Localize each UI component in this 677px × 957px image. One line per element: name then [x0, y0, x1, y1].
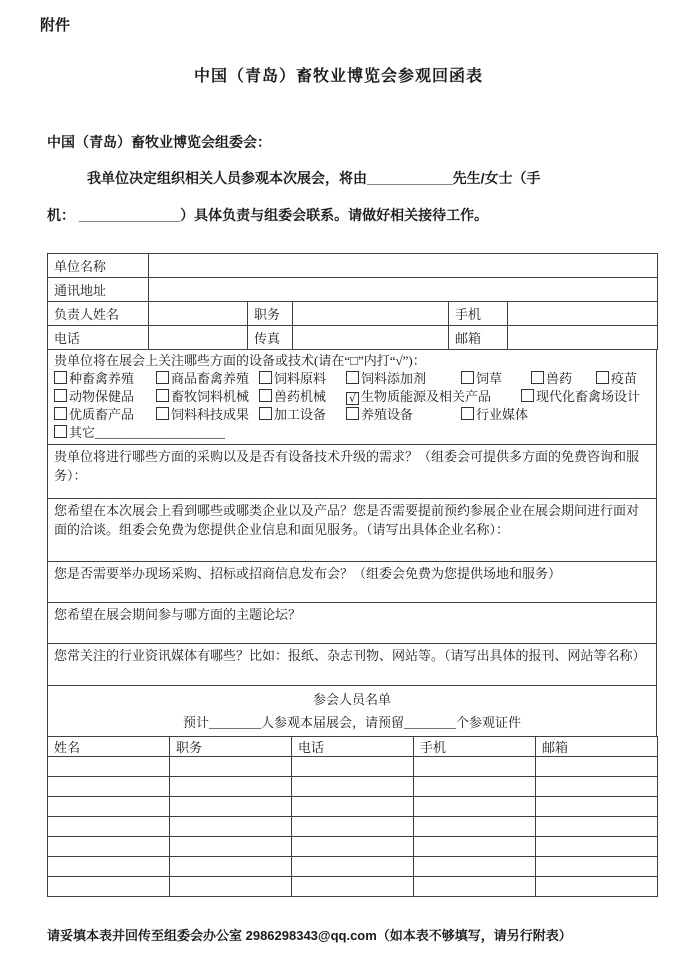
attendee-header-row: [48, 737, 658, 757]
checkbox-option[interactable]: [596, 370, 637, 388]
checkbox-option[interactable]: [346, 370, 461, 388]
question-answer-cell[interactable]: [48, 499, 657, 562]
table-row: [48, 445, 657, 499]
checkbox-option[interactable]: [259, 388, 346, 406]
checkbox-label: 兽药机械: [274, 389, 327, 404]
checkbox-label: 畜牧饲料机械: [171, 389, 250, 404]
field-label-contact-name: 负责人姓名: [48, 302, 149, 326]
document-body: [47, 132, 657, 897]
roster-header-cell: [48, 686, 657, 737]
phone-input-cell[interactable]: [149, 326, 248, 350]
attendee-input-cell[interactable]: [48, 797, 170, 817]
mobile-input-cell[interactable]: [508, 302, 658, 326]
attendee-input-cell[interactable]: [536, 777, 658, 797]
attendee-input-cell[interactable]: [292, 877, 414, 897]
attendee-table: [47, 736, 658, 897]
field-label-phone: 电话: [48, 326, 149, 350]
table-row: [48, 278, 658, 302]
checkbox-label: 饲料添加剂: [361, 371, 427, 386]
checkbox-line: [54, 424, 650, 442]
checkbox-icon[interactable]: [156, 389, 169, 402]
question-text: 您是否需要举办现场采购、招标或招商信息发布会？（组委会免费为您提供场地和服务）: [54, 566, 562, 581]
table-row: [48, 562, 657, 603]
checkbox-icon[interactable]: [156, 407, 169, 420]
table-row: [48, 254, 658, 278]
attendee-input-cell[interactable]: [170, 837, 292, 857]
attendee-input-cell[interactable]: [414, 817, 536, 837]
checkbox-icon[interactable]: [346, 407, 359, 420]
info-table: [47, 253, 658, 350]
checkbox-option[interactable]: [156, 388, 259, 406]
attendee-input-cell[interactable]: [536, 837, 658, 857]
checkbox-label: 疫苗: [611, 371, 638, 386]
attendee-empty-row: [48, 757, 658, 777]
checkbox-label: 商品畜禽养殖: [171, 371, 250, 386]
checkbox-option[interactable]: [156, 406, 259, 424]
attendee-body: [48, 757, 658, 897]
email-input-cell[interactable]: [508, 326, 658, 350]
attendee-column-header: 电话: [292, 737, 414, 757]
table-row: [48, 603, 657, 644]
focus-section-title: 贵单位将在展会上关注哪些方面的设备或技术(请在“□”内打“√”)：: [54, 353, 426, 368]
attendee-input-cell[interactable]: [536, 797, 658, 817]
checkbox-line: [54, 406, 650, 424]
checkbox-label: 生物质能源及相关产品: [361, 389, 492, 404]
table-row: [48, 644, 657, 686]
checkbox-option[interactable]: [461, 406, 528, 424]
checkbox-line: [54, 370, 650, 388]
attendee-empty-row: [48, 877, 658, 897]
checkbox-option[interactable]: [461, 370, 531, 388]
attendee-input-cell[interactable]: [170, 817, 292, 837]
checkbox-option[interactable]: [54, 388, 156, 406]
question-text: 贵单位将进行哪些方面的采购以及是否有设备技术升级的需求？（组委会可提供多方面的免费咨询和服务）：: [54, 449, 640, 483]
intro-line-2: 机： _____________）具体负责与组委会联系。请做好相关接待工作。: [47, 207, 489, 223]
company-name-input-cell[interactable]: [149, 254, 658, 278]
question-answer-cell[interactable]: [48, 644, 657, 686]
checkbox-label: 其它____________________: [69, 425, 226, 440]
attendee-input-cell[interactable]: [536, 757, 658, 777]
attendee-empty-row: [48, 797, 658, 817]
checkbox-label: 饲料原料: [274, 371, 327, 386]
attendee-empty-row: [48, 817, 658, 837]
attendee-column-header: 邮箱: [536, 737, 658, 757]
field-label-mobile: 手机: [449, 302, 508, 326]
attendee-input-cell[interactable]: [48, 877, 170, 897]
table-row: [48, 326, 658, 350]
roster-section-title: 参会人员名单: [312, 692, 391, 707]
page-title: 中国（青岛）畜牧业博览会参观回函表: [193, 68, 483, 85]
questions-body: [48, 350, 657, 686]
table-row: [48, 350, 657, 445]
checkbox-option[interactable]: [346, 388, 521, 406]
attendee-input-cell[interactable]: [48, 837, 170, 857]
checkbox-icon[interactable]: [54, 425, 67, 438]
field-label-fax: 传真: [248, 326, 293, 350]
checkbox-icon[interactable]: [54, 407, 67, 420]
attendee-input-cell[interactable]: [292, 837, 414, 857]
attendee-input-cell[interactable]: [292, 757, 414, 777]
checkbox-label: 现代化畜禽场设计: [536, 389, 641, 404]
checkbox-option[interactable]: [54, 370, 156, 388]
questions-table: [47, 349, 657, 737]
intro-line-1: 我单位决定组织相关人员参观本次展会，将由___________先生/女士（手: [87, 170, 541, 186]
checkbox-label: 养殖设备: [361, 407, 414, 422]
job-title-input-cell[interactable]: [293, 302, 449, 326]
field-label-company-name: 单位名称: [48, 254, 149, 278]
checkbox-icon[interactable]: [54, 371, 67, 384]
question-answer-cell[interactable]: [48, 562, 657, 603]
checkbox-icon[interactable]: [461, 407, 474, 420]
roster-estimate-line: 预计________人参观本届展会，请预留________个参观证件: [182, 715, 521, 730]
checkbox-icon[interactable]: [259, 389, 272, 402]
attendee-input-cell[interactable]: [292, 817, 414, 837]
focus-lines: [54, 370, 650, 442]
attendee-input-cell[interactable]: [48, 777, 170, 797]
attendee-input-cell[interactable]: [536, 817, 658, 837]
attendee-input-cell[interactable]: [170, 877, 292, 897]
attendee-input-cell[interactable]: [170, 757, 292, 777]
field-label-mailing-address: 通讯地址: [48, 278, 149, 302]
checkbox-label: 种畜禽养殖: [69, 371, 135, 386]
checkbox-label: 动物保健品: [69, 389, 135, 404]
checkbox-option[interactable]: [521, 388, 640, 406]
checkbox-label: 兽药: [546, 371, 573, 386]
question-text: 您常关注的行业资讯媒体有哪些？比如：报纸、杂志刊物、网站等。（请写出具体的报刊、网站等名称）: [54, 648, 646, 663]
attendee-input-cell[interactable]: [414, 797, 536, 817]
attendee-input-cell[interactable]: [414, 837, 536, 857]
attendee-empty-row: [48, 837, 658, 857]
table-row: [48, 499, 657, 562]
attendee-input-cell[interactable]: [292, 857, 414, 877]
attendee-column-header: 职务: [170, 737, 292, 757]
attendee-input-cell[interactable]: [48, 757, 170, 777]
checkbox-icon[interactable]: [521, 389, 534, 402]
question-answer-cell[interactable]: [48, 445, 657, 499]
question-text: 您希望在展会期间参与哪方面的主题论坛？: [54, 607, 302, 622]
checkbox-icon[interactable]: [259, 371, 272, 384]
checkbox-icon[interactable]: [54, 389, 67, 402]
attendee-input-cell[interactable]: [414, 857, 536, 877]
checkbox-label: 饲料科技成果: [171, 407, 250, 422]
attendee-input-cell[interactable]: [170, 777, 292, 797]
checkbox-option[interactable]: [531, 370, 596, 388]
question-text: 您希望在本次展会上看到哪些或哪类企业以及产品？您是否需要提前预约参展企业在展会期间进行面对面的洽谈。组委会免费为您提供企业信息和面见服务。（请写出具体企业名称）：: [54, 503, 640, 537]
attachment-label: 附件: [40, 17, 71, 34]
fax-input-cell[interactable]: [293, 326, 449, 350]
checkbox-option[interactable]: [156, 370, 259, 388]
table-row: [48, 302, 658, 326]
attendee-input-cell[interactable]: [536, 857, 658, 877]
contact-name-input-cell[interactable]: [149, 302, 248, 326]
intro-paragraph: [47, 160, 657, 234]
checkbox-line: [54, 388, 650, 406]
mailing-address-input-cell[interactable]: [149, 278, 658, 302]
checkbox-icon[interactable]: [596, 371, 609, 384]
attendee-column-header: 姓名: [48, 737, 170, 757]
attendee-input-cell[interactable]: [48, 857, 170, 877]
checkbox-label: 加工设备: [274, 407, 327, 422]
checkbox-option[interactable]: [259, 370, 346, 388]
checkbox-option[interactable]: [259, 406, 346, 424]
attendee-empty-row: [48, 777, 658, 797]
attendee-input-cell[interactable]: [292, 797, 414, 817]
table-row: [48, 686, 657, 737]
attendee-column-header: 手机: [414, 737, 536, 757]
field-label-job-title: 职务: [248, 302, 293, 326]
attendee-input-cell[interactable]: [414, 877, 536, 897]
attendee-input-cell[interactable]: [414, 757, 536, 777]
attendee-empty-row: [48, 857, 658, 877]
checkbox-label: 行业媒体: [476, 407, 529, 422]
focus-section-cell: [48, 350, 657, 445]
checkbox-checked-icon[interactable]: √: [346, 392, 359, 405]
checkbox-option[interactable]: [346, 406, 461, 424]
checkbox-icon[interactable]: [531, 371, 544, 384]
checkbox-label: 饲草: [476, 371, 503, 386]
checkbox-option[interactable]: [54, 406, 156, 424]
checkbox-icon[interactable]: [461, 371, 474, 384]
checkbox-icon[interactable]: [259, 407, 272, 420]
field-label-email: 邮箱: [449, 326, 508, 350]
checkbox-icon[interactable]: [346, 371, 359, 384]
attendee-input-cell[interactable]: [536, 877, 658, 897]
attendee-input-cell[interactable]: [170, 797, 292, 817]
checkbox-label: 优质畜产品: [69, 407, 135, 422]
checkbox-icon[interactable]: [156, 371, 169, 384]
attendee-input-cell[interactable]: [414, 777, 536, 797]
attendee-input-cell[interactable]: [48, 817, 170, 837]
question-answer-cell[interactable]: [48, 603, 657, 644]
footer-note: 请妥填本表并回传至组委会办公室 2986298343@qq.com（如本表不够填写，请另行附表）: [47, 928, 572, 943]
attendee-input-cell[interactable]: [292, 777, 414, 797]
attendee-input-cell[interactable]: [170, 857, 292, 877]
checkbox-option[interactable]: [54, 424, 225, 442]
addressee-line: 中国（青岛）畜牧业博览会组委会：: [47, 134, 271, 150]
